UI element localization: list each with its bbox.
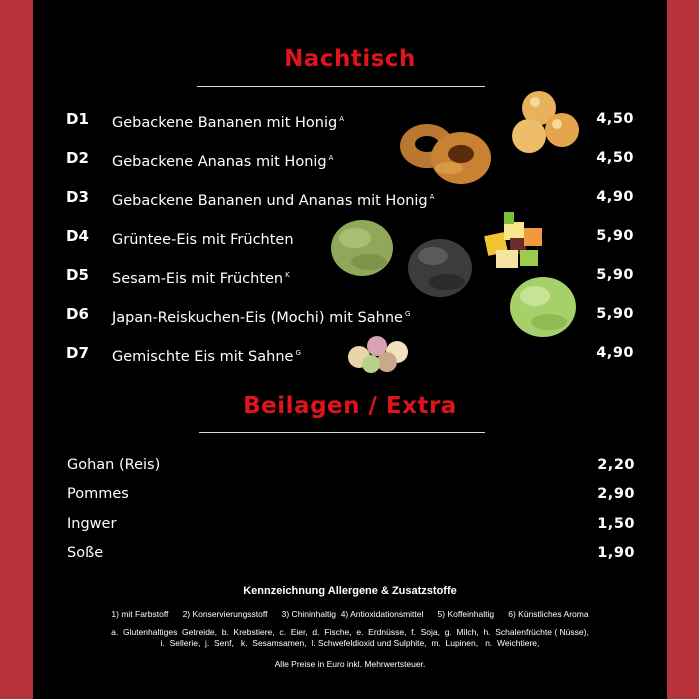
dish-code: D2 bbox=[66, 149, 89, 167]
side-name: Ingwer bbox=[67, 516, 117, 532]
sides-section-title: Beilagen / Extra bbox=[243, 393, 457, 419]
dessert-title-rule bbox=[197, 86, 485, 87]
dish-code: D1 bbox=[66, 110, 89, 128]
menu-panel bbox=[33, 0, 667, 699]
mochi-ice-cream-image bbox=[509, 276, 577, 338]
dish-code: D3 bbox=[66, 188, 89, 206]
side-price: 1,50 bbox=[597, 516, 635, 532]
dish-name: Grüntee-Eis mit Früchten bbox=[112, 232, 294, 248]
side-price: 1,90 bbox=[597, 545, 635, 561]
prices-note: Alle Preise in Euro inkl. Mehrwertsteuer. bbox=[274, 659, 426, 669]
sides-title-rule bbox=[199, 432, 485, 433]
dish-price: 4,50 bbox=[596, 111, 634, 127]
side-price: 2,90 bbox=[597, 486, 635, 502]
dish-code: D6 bbox=[66, 305, 89, 323]
allergen-mark: G bbox=[404, 310, 411, 318]
side-name: Pommes bbox=[67, 486, 129, 502]
allergen-mark: G bbox=[295, 349, 301, 357]
dish-price: 4,50 bbox=[596, 150, 634, 166]
dish-name: Gebackene Bananen und Ananas mit Honig $^A$ bbox=[112, 193, 435, 209]
allergens-legend-line-2: i. Sellerie, j. Senf, k. Sesamsamen, l. Schwefeldioxid und Sulphite, m. Lupinen, n. Weichtiere, bbox=[160, 638, 540, 648]
fried-pineapple-image bbox=[509, 90, 583, 158]
dish-name: Japan-Reiskuchen-Eis (Mochi) mit Sahne $^G$ bbox=[112, 310, 411, 326]
side-row bbox=[33, 453, 667, 477]
side-name: Soße bbox=[67, 545, 104, 561]
dish-price: 5,90 bbox=[596, 228, 634, 244]
additives-legend: 1) mit Farbstoff 2) Konservierungsstoff 3) Chininhaltig 4) Antioxidationsmittel 5) Koffeinhaltig 6) Künstliches Aroma bbox=[111, 609, 589, 619]
allergen-mark: A bbox=[328, 154, 334, 162]
mixed-ice-cream-image bbox=[343, 334, 419, 374]
side-row bbox=[33, 512, 667, 536]
dish-code: D4 bbox=[66, 227, 89, 245]
dish-name: Gebackene Bananen mit Honig $^A$ bbox=[112, 115, 344, 131]
dish-name: Sesam-Eis mit Früchten $^K$ bbox=[112, 271, 290, 287]
allergens-legend-line-1: a. Glutenhaltiges Getreide, b. Krebstiere, c. Eier, d. Fische, e. Erdnüsse, f. Soja, g. Milch, h. Schalenfrüchte ( Nüsse), bbox=[111, 627, 589, 637]
side-row bbox=[33, 482, 667, 506]
sesame-ice-cream-image bbox=[407, 236, 473, 298]
fruit-cubes-image bbox=[480, 210, 548, 274]
dish-name: Gemischte Eis mit Sahne $^G$ bbox=[112, 349, 301, 365]
side-price: 2,20 bbox=[597, 457, 635, 473]
side-row bbox=[33, 541, 667, 565]
dish-row bbox=[33, 185, 667, 209]
dessert-section-title: Nachtisch bbox=[284, 46, 416, 72]
green-tea-ice-cream-image bbox=[329, 216, 395, 278]
dish-price: 5,90 bbox=[596, 306, 634, 322]
fried-banana-image bbox=[397, 118, 493, 188]
allergen-legend-title: Kennzeichnung Allergene & Zusatzstoffe bbox=[243, 585, 457, 597]
dish-price: 4,90 bbox=[596, 345, 634, 361]
allergen-mark: A bbox=[339, 115, 344, 123]
dish-name: Gebackene Ananas mit Honig $^A$ bbox=[112, 154, 334, 170]
dish-price: 4,90 bbox=[596, 189, 634, 205]
dish-code: D5 bbox=[66, 266, 89, 284]
allergen-mark: K bbox=[285, 271, 290, 279]
side-name: Gohan (Reis) bbox=[67, 457, 161, 473]
dish-price: 5,90 bbox=[596, 267, 634, 283]
allergen-mark: A bbox=[429, 193, 435, 201]
dish-code: D7 bbox=[66, 344, 89, 362]
